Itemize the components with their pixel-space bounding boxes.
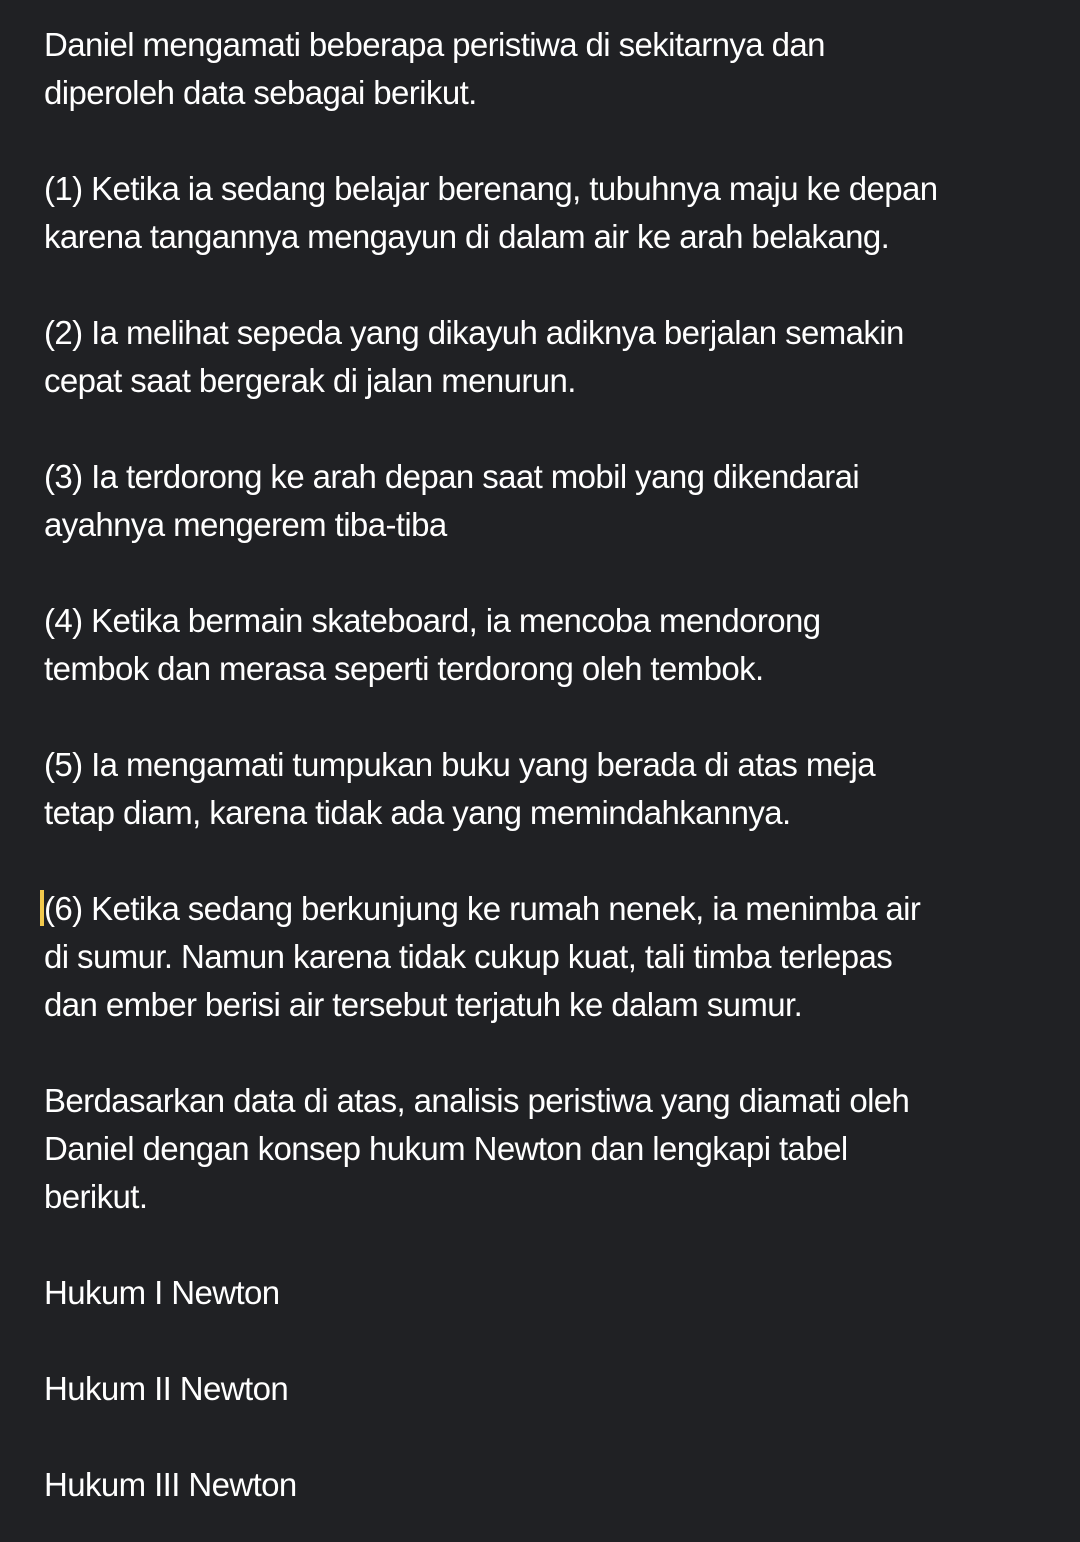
document-body[interactable] bbox=[44, 21, 1074, 1509]
blank-line bbox=[44, 837, 1074, 885]
blank-line bbox=[44, 1029, 1074, 1077]
intro-line: Daniel mengamati beberapa peristiwa di sekitarnya dan bbox=[44, 26, 825, 63]
blank-line bbox=[44, 549, 1074, 597]
observation-item-3 bbox=[44, 453, 1074, 549]
blank-line bbox=[44, 693, 1074, 741]
item-line: (1) Ketika ia sedang belajar berenang, tubuhnya maju ke depan bbox=[44, 170, 938, 207]
item-line: (3) Ia terdorong ke arah depan saat mobil yang dikendarai bbox=[44, 458, 860, 495]
item-line: tembok dan merasa seperti terdorong oleh tembok. bbox=[44, 650, 764, 687]
intro-paragraph bbox=[44, 21, 1074, 117]
blank-line bbox=[44, 1413, 1074, 1461]
law-heading-2: Hukum II Newton bbox=[44, 1370, 289, 1407]
blank-line bbox=[44, 405, 1074, 453]
law-heading-3: Hukum III Newton bbox=[44, 1466, 297, 1503]
item-line: (4) Ketika bermain skateboard, ia mencoba mendorong bbox=[44, 602, 821, 639]
item-line: tetap diam, karena tidak ada yang memindahkannya. bbox=[44, 794, 791, 831]
item-line: di sumur. Namun karena tidak cukup kuat, tali timba terlepas bbox=[44, 938, 893, 975]
observation-item-6 bbox=[44, 885, 1074, 1029]
item-line-with-cursor bbox=[44, 885, 1074, 933]
item-line: (5) Ia mengamati tumpukan buku yang berada di atas meja bbox=[44, 746, 875, 783]
item-line: (2) Ia melihat sepeda yang dikayuh adiknya berjalan semakin bbox=[44, 314, 904, 351]
observation-item-4 bbox=[44, 597, 1074, 693]
observation-item-1 bbox=[44, 165, 1074, 261]
question-line: Berdasarkan data di atas, analisis peristiwa yang diamati oleh bbox=[44, 1082, 910, 1119]
blank-line bbox=[44, 1221, 1074, 1269]
item-line: karena tangannya mengayun di dalam air ke arah belakang. bbox=[44, 218, 890, 255]
question-line: berikut. bbox=[44, 1178, 148, 1215]
blank-line bbox=[44, 261, 1074, 309]
observation-item-2 bbox=[44, 309, 1074, 405]
blank-line bbox=[44, 117, 1074, 165]
item-line: ayahnya mengerem tiba-tiba bbox=[44, 506, 447, 543]
question-line: Daniel dengan konsep hukum Newton dan lengkapi tabel bbox=[44, 1130, 848, 1167]
law-heading-1: Hukum I Newton bbox=[44, 1274, 280, 1311]
item-line: cepat saat bergerak di jalan menurun. bbox=[44, 362, 576, 399]
item-line-text: (6) Ketika sedang berkunjung ke rumah nenek, ia menimba air bbox=[44, 890, 921, 927]
item-line: dan ember berisi air tersebut terjatuh ke dalam sumur. bbox=[44, 986, 803, 1023]
intro-line: diperoleh data sebagai berikut. bbox=[44, 74, 477, 111]
observation-item-5 bbox=[44, 741, 1074, 837]
blank-line bbox=[44, 1317, 1074, 1365]
question-paragraph bbox=[44, 1077, 1074, 1221]
